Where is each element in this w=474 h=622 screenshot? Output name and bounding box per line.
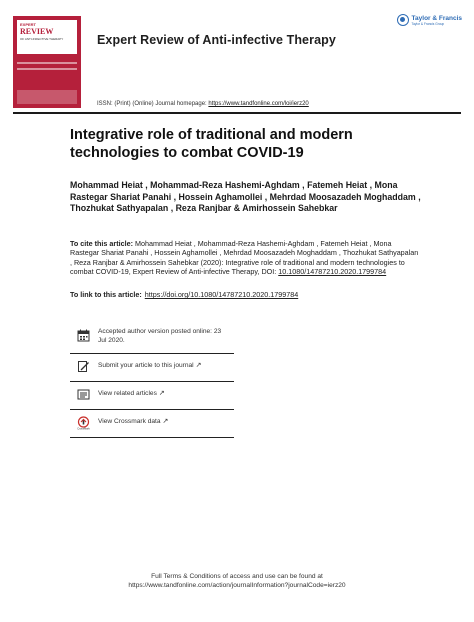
related-articles-row[interactable] bbox=[70, 382, 234, 410]
article-doi-link[interactable]: https://doi.org/10.1080/14787210.2020.1799784 bbox=[144, 290, 299, 299]
submit-article-link[interactable] bbox=[98, 362, 202, 371]
journal-cover-image bbox=[13, 16, 81, 108]
journal-title: Expert Review of Anti-infective Therapy bbox=[97, 33, 336, 47]
submit-article-label: Submit your article to this journal bbox=[98, 362, 194, 370]
cover-stripe bbox=[17, 62, 77, 64]
publisher-logo[interactable] bbox=[397, 14, 462, 26]
cite-text: Mohammad Heiat , Mohammad-Reza Hashemi-Aghdam , Fatemeh Heiat , Mona Rastegar Shariat Panahi , Hossein Aghamollei , Mehrdad Moosazadeh Moghaddam , Thozhukat Sathyapalan , Reza Ranjbar & Amirhossein Sahebkar (2020): Integrative role of traditional and modern technologies to combat COVID-19, Expert Review of Anti-infective Therapy, DOI: bbox=[70, 239, 419, 276]
publisher-tagline: Taylor & Francis Group bbox=[411, 21, 445, 26]
link-label: To link to this article: bbox=[70, 290, 142, 299]
issn-text: ISSN: (Print) (Online) Journal homepage: bbox=[97, 101, 209, 107]
publisher-text bbox=[412, 15, 462, 26]
cover-masthead bbox=[17, 20, 77, 54]
footer-terms-text: Full Terms & Conditions of access and use can be found at bbox=[151, 573, 323, 580]
journal-homepage-link[interactable]: https://www.tandfonline.com/loi/ierz20 bbox=[208, 101, 309, 107]
cite-doi-link[interactable]: 10.1080/14787210.2020.1799784 bbox=[278, 266, 387, 276]
edit-document-icon bbox=[76, 360, 90, 374]
related-articles-label: View related articles bbox=[98, 390, 157, 398]
issn-line bbox=[97, 101, 309, 107]
article-title: Integrative role of traditional and modern technologies to combat COVID-19 bbox=[70, 127, 353, 161]
cover-small-text: EXPERT bbox=[20, 22, 37, 27]
crossmark-link[interactable] bbox=[98, 418, 168, 427]
terms-footer bbox=[0, 572, 474, 590]
cover-footer-band bbox=[17, 90, 77, 104]
accepted-row bbox=[70, 324, 234, 354]
external-link-icon: ↗ bbox=[195, 362, 202, 370]
publisher-logo-icon bbox=[397, 14, 409, 26]
article-info-box bbox=[70, 324, 234, 438]
crossmark-label: View Crossmark data bbox=[98, 418, 161, 426]
related-articles-link[interactable] bbox=[98, 390, 165, 399]
external-link-icon: ↗ bbox=[158, 390, 165, 398]
article-link-line bbox=[70, 290, 298, 299]
footer-terms-link[interactable]: https://www.tandfonline.com/action/journalInformation?journalCode=ierz20 bbox=[128, 582, 346, 589]
related-articles-icon bbox=[76, 388, 90, 402]
crossmark-icon bbox=[76, 416, 90, 430]
accepted-date-text: Accepted author version posted online: 23 Jul 2020. bbox=[98, 328, 222, 344]
cover-big-text: REVIEW bbox=[20, 27, 54, 36]
publisher-name: Taylor & Francis bbox=[411, 14, 462, 22]
author-list: Mohammad Heiat , Mohammad-Reza Hashemi-Aghdam , Fatemeh Heiat , Mona Rastegar Shariat Panahi , Hossein Aghamollei , Mehrdad Moosazadeh Moghaddam , Thozhukat Sathyapalan , Reza Ranjbar & Amirhossein Sahebkar bbox=[70, 180, 421, 213]
citation-block bbox=[70, 239, 420, 276]
cite-label: To cite this article: bbox=[70, 239, 133, 248]
cover-subtitle: OF ANTI-INFECTIVE THERAPY bbox=[20, 37, 64, 41]
submit-article-row[interactable] bbox=[70, 354, 234, 382]
calendar-icon bbox=[76, 328, 90, 342]
crossmark-row[interactable] bbox=[70, 410, 234, 438]
crossmark-icon-label: CrossMark bbox=[76, 427, 90, 430]
header-divider bbox=[13, 112, 461, 114]
cover-stripe bbox=[17, 68, 77, 70]
external-link-icon: ↗ bbox=[162, 418, 169, 426]
